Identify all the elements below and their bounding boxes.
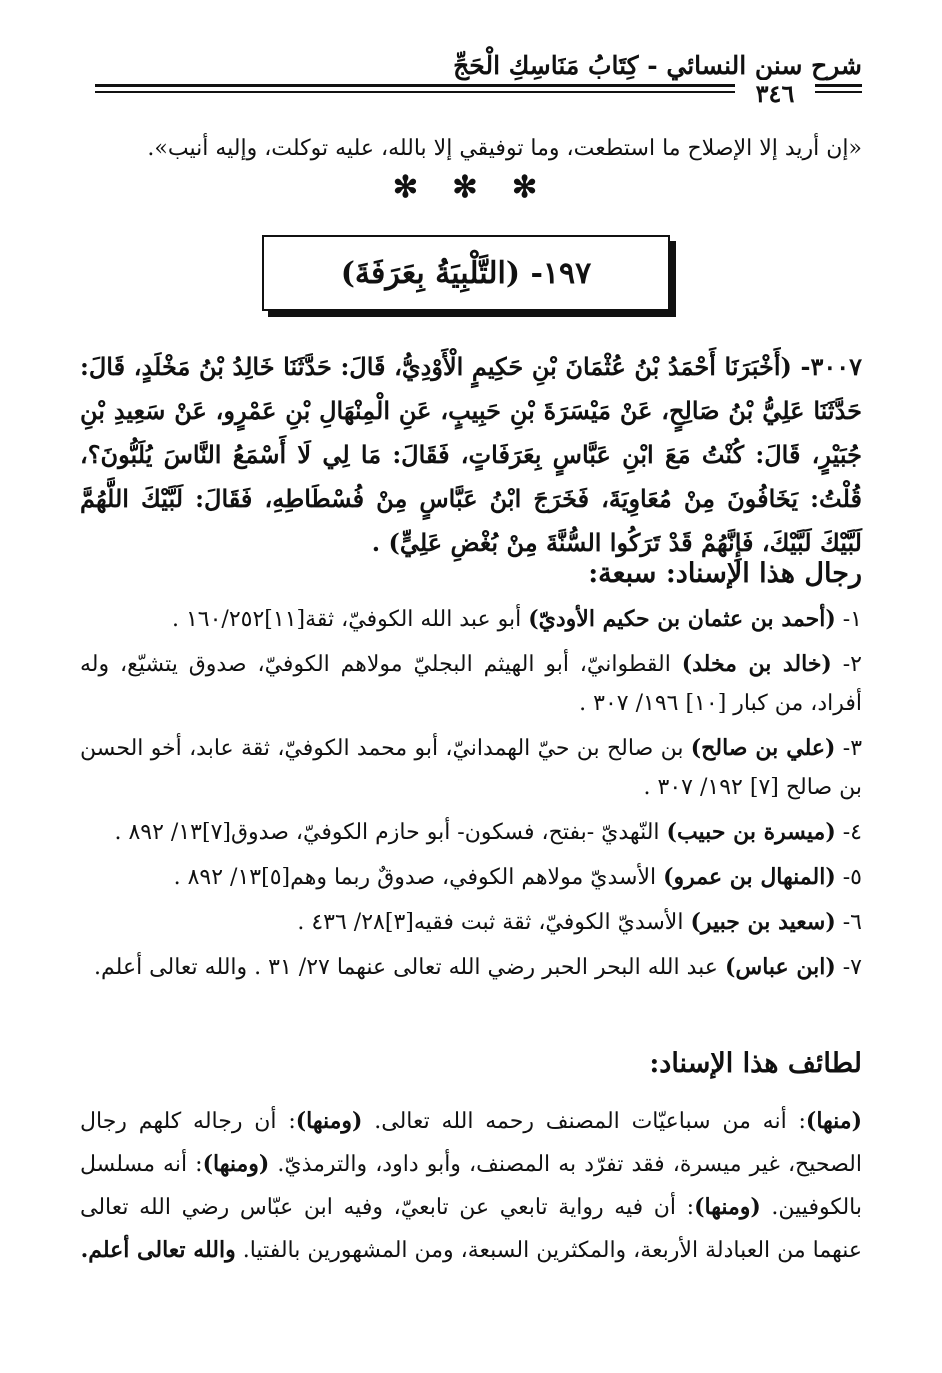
- narrator-number: ٤-: [842, 820, 862, 845]
- lataif-label: (ومنها): [202, 1151, 270, 1177]
- narrator-details: أبو عبد الله الكوفيّ، ثقة[١١]١٦٠/٢٥٢ .: [171, 607, 522, 632]
- narrator-details: القطوانيّ، أبو الهيثم البجليّ مولاهم الكوفيّ، صدوق يتشيّع، وله أفراد، من كبار [١٠] ١٩٦/ ٣٠٧ .: [80, 652, 862, 716]
- narrator-item: [80, 600, 862, 639]
- narrator-item: [80, 729, 862, 807]
- narrator-name: (سعيد بن جبير): [690, 909, 836, 935]
- narrator-details: الأسديّ الكوفيّ، ثقة ثبت فقيه[٣]٢٨/ ٤٣٦ .: [297, 910, 684, 935]
- lataif-label: (ومنها): [694, 1194, 761, 1220]
- narrator-details: عبد الله البحر الحبر رضي الله تعالى عنهما ٢٧/ ٣١ . والله تعالى أعلم.: [94, 955, 718, 980]
- narrator-number: ١-: [842, 607, 862, 632]
- lataif-label: (ومنها): [295, 1108, 363, 1134]
- intro-line: «إن أريد إلا الإصلاح ما استطعت، وما توفيقي إلا بالله، عليه توكلت، وإليه أنيب».: [147, 136, 862, 161]
- narrator-item: [80, 903, 862, 942]
- narrators-heading: رجال هذا الإسناد: سبعة:: [588, 558, 862, 589]
- hadith-text: ٣٠٠٧- (أَخْبَرَنَا أَحْمَدُ بْنُ عُثْمَانَ بْنِ حَكِيمٍ الْأَوْدِيُّ، قَالَ: حَدَّثَنَا خَالِدُ بْنُ مَخْلَدٍ، قَالَ: حَدَّثَنَا عَلِيُّ بْنُ صَالِحٍ، عَنْ مَيْسَرَةَ بْنِ حَبِيبٍ، عَنِ الْمِنْهَالِ بْنِ عَمْرٍو، عَنْ سَعِيدِ بْنِ جُبَيْرٍ، قَالَ: كُنْتُ مَعَ ابْنِ عَبَّاسٍ بِعَرَفَاتٍ، فَقَالَ: مَا لِي لَا أَسْمَعُ النَّاسَ يُلَبُّونَ؟، قُلْتُ: يَخَافُونَ مِنْ مُعَاوِيَةَ، فَخَرَجَ ابْنُ عَبَّاسٍ مِنْ فُسْطَاطِهِ، فَقَالَ: لَبَّيْكَ اللَّهُمَّ لَبَّيْكَ لَبَّيْكَ، فَإِنَّهُمْ قَدْ تَرَكُوا السُّنَّةَ مِنْ بُغْضِ عَلِيٍّ) .: [80, 352, 862, 557]
- lataif-heading: لطائف هذا الإسناد:: [649, 1048, 862, 1079]
- narrator-number: ٢-: [842, 652, 862, 677]
- lataif-text: : أن رجاله كلهم رجال الصحيح، غير ميسرة، فقد تفرّد به المصنف، وأبو داود، والترمذيّ.: [80, 1109, 862, 1177]
- narrator-details: النّهديّ -بفتح، فسكون- أبو حازم الكوفيّ، صدوق[٧]١٣/ ٨٩٢ .: [114, 820, 660, 845]
- narrator-number: ٦-: [842, 910, 862, 935]
- narrator-number: ٧-: [842, 955, 862, 980]
- page-number: ٣٤٦: [735, 80, 815, 108]
- chapter-heading-box: [262, 235, 670, 311]
- closing-phrase: والله تعالى أعلم.: [80, 1237, 236, 1263]
- narrator-item: [80, 948, 862, 987]
- lataif-text: : أنه مسلسل بالكوفيين.: [80, 1152, 862, 1220]
- chapter-title: ١٩٧- (التَّلْبِيَةُ بِعَرَفَةَ): [340, 255, 592, 291]
- narrator-name: (ابن عباس): [724, 954, 836, 980]
- narrator-item: [80, 813, 862, 852]
- lataif-text: : أنه من سباعيّات المصنف رحمه الله تعالى.: [374, 1109, 806, 1134]
- narrator-details: بن صالح بن حيّ الهمدانيّ، أبو محمد الكوفيّ، ثقة عابد، أخو الحسن بن صالح [٧] ١٩٢/ ٣٠٧ .: [80, 736, 862, 800]
- narrator-number: ٥-: [842, 865, 862, 890]
- narrators-list: [80, 600, 862, 993]
- section-separator: ✻ ✻ ✻: [392, 170, 550, 205]
- narrator-name: (خالد بن مخلد): [681, 651, 832, 677]
- narrator-item: [80, 858, 862, 897]
- narrator-name: (المنهال بن عمرو): [663, 864, 836, 890]
- narrator-name: (ميسرة بن حبيب): [666, 819, 836, 845]
- lataif-label: (منها): [805, 1108, 862, 1134]
- narrator-details: الأسديّ مولاهم الكوفي، صدوقٌ ربما وهم[٥]١٣/ ٨٩٢ .: [173, 865, 657, 890]
- lataif-text: : أن فيه رواية تابعي عن تابعيّ، وفيه ابن عبّاس رضي الله تعالى عنهما من العبادلة الأربعة، والمكثرين السبعة، ومن المشهورين بالفتيا.: [80, 1195, 862, 1263]
- running-title: شرح سنن النسائي - كِتَابُ مَنَاسِكِ الْحَجِّ: [453, 51, 862, 80]
- narrator-name: (علي بن صالح): [690, 735, 836, 761]
- narrator-number: ٣-: [842, 736, 863, 761]
- narrator-name: (أحمد بن عثمان بن حكيم الأوديّ): [528, 606, 836, 632]
- narrator-item: [80, 645, 862, 723]
- lataif-paragraph: [80, 1100, 862, 1272]
